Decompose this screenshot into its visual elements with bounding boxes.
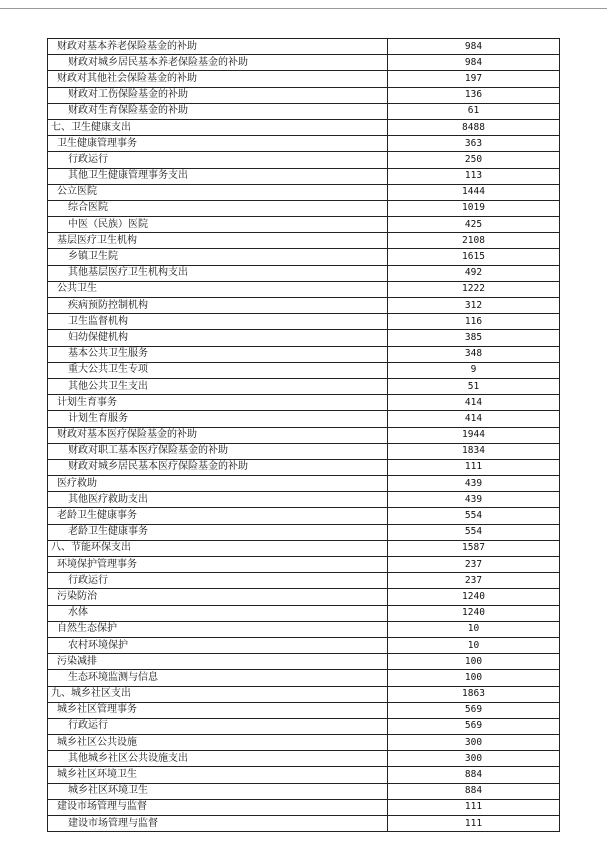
- item-name-cell: 财政对城乡居民基本医疗保险基金的补助: [48, 459, 388, 475]
- page-top-border: [0, 8, 607, 9]
- table-row: [48, 718, 560, 734]
- amount-cell: 113: [388, 168, 560, 184]
- item-name-cell: 财政对工伤保险基金的补助: [48, 87, 388, 103]
- amount-cell: 884: [388, 783, 560, 799]
- amount-cell: 554: [388, 524, 560, 540]
- amount-cell: 554: [388, 508, 560, 524]
- amount-cell: 1863: [388, 686, 560, 702]
- table-row: [48, 55, 560, 71]
- table-row: [48, 346, 560, 362]
- item-name-cell: 其他医疗救助支出: [48, 492, 388, 508]
- table-row: [48, 476, 560, 492]
- amount-cell: 1944: [388, 427, 560, 443]
- amount-cell: 1587: [388, 540, 560, 556]
- item-name-cell: 行政运行: [48, 573, 388, 589]
- table-row: [48, 249, 560, 265]
- amount-cell: 363: [388, 136, 560, 152]
- amount-cell: 10: [388, 621, 560, 637]
- table-row: [48, 362, 560, 378]
- table-row: [48, 298, 560, 314]
- amount-cell: 51: [388, 378, 560, 394]
- item-name-cell: 城乡社区环境卫生: [48, 783, 388, 799]
- table-row: [48, 605, 560, 621]
- amount-cell: 9: [388, 362, 560, 378]
- table-row: [48, 799, 560, 815]
- item-name-cell: 环境保护管理事务: [48, 557, 388, 573]
- item-name-cell: 公立医院: [48, 184, 388, 200]
- item-name-cell: 七、卫生健康支出: [48, 119, 388, 135]
- table-row: [48, 492, 560, 508]
- table-row: [48, 459, 560, 475]
- item-name-cell: 自然生态保护: [48, 621, 388, 637]
- item-name-cell: 其他基层医疗卫生机构支出: [48, 265, 388, 281]
- item-name-cell: 生态环境监测与信息: [48, 670, 388, 686]
- amount-cell: 1019: [388, 200, 560, 216]
- item-name-cell: 医疗救助: [48, 476, 388, 492]
- table-row: [48, 751, 560, 767]
- amount-cell: 984: [388, 39, 560, 55]
- amount-cell: 312: [388, 298, 560, 314]
- item-name-cell: 卫生监督机构: [48, 314, 388, 330]
- amount-cell: 116: [388, 314, 560, 330]
- amount-cell: 111: [388, 459, 560, 475]
- table-row: [48, 330, 560, 346]
- table-row: [48, 427, 560, 443]
- item-name-cell: 城乡社区环境卫生: [48, 767, 388, 783]
- item-name-cell: 计划生育事务: [48, 395, 388, 411]
- amount-cell: 197: [388, 71, 560, 87]
- item-name-cell: 老龄卫生健康事务: [48, 524, 388, 540]
- amount-cell: 1834: [388, 443, 560, 459]
- item-name-cell: 疾病预防控制机构: [48, 298, 388, 314]
- table-row: [48, 378, 560, 394]
- item-name-cell: 财政对基本养老保险基金的补助: [48, 39, 388, 55]
- item-name-cell: 其他卫生健康管理事务支出: [48, 168, 388, 184]
- table-row: [48, 670, 560, 686]
- amount-cell: 100: [388, 654, 560, 670]
- table-row: [48, 443, 560, 459]
- item-name-cell: 卫生健康管理事务: [48, 136, 388, 152]
- table-row: [48, 686, 560, 702]
- amount-cell: 348: [388, 346, 560, 362]
- table-row: [48, 71, 560, 87]
- table-row: [48, 540, 560, 556]
- table-row: [48, 281, 560, 297]
- table-row: [48, 411, 560, 427]
- amount-cell: 237: [388, 573, 560, 589]
- table-row: [48, 103, 560, 119]
- item-name-cell: 行政运行: [48, 152, 388, 168]
- item-name-cell: 农村环境保护: [48, 637, 388, 653]
- amount-cell: 8488: [388, 119, 560, 135]
- item-name-cell: 综合医院: [48, 200, 388, 216]
- amount-cell: 100: [388, 670, 560, 686]
- amount-cell: 136: [388, 87, 560, 103]
- amount-cell: 884: [388, 767, 560, 783]
- table-body: [48, 39, 560, 832]
- amount-cell: 569: [388, 718, 560, 734]
- table-row: [48, 767, 560, 783]
- item-name-cell: 城乡社区公共设施: [48, 735, 388, 751]
- item-name-cell: 老龄卫生健康事务: [48, 508, 388, 524]
- item-name-cell: 污染减排: [48, 654, 388, 670]
- amount-cell: 300: [388, 735, 560, 751]
- table-row: [48, 524, 560, 540]
- item-name-cell: 公共卫生: [48, 281, 388, 297]
- table-row: [48, 589, 560, 605]
- amount-cell: 10: [388, 637, 560, 653]
- item-name-cell: 基层医疗卫生机构: [48, 233, 388, 249]
- item-name-cell: 污染防治: [48, 589, 388, 605]
- item-name-cell: 财政对其他社会保险基金的补助: [48, 71, 388, 87]
- amount-cell: 569: [388, 702, 560, 718]
- table-row: [48, 735, 560, 751]
- amount-cell: 111: [388, 816, 560, 832]
- table-row: [48, 87, 560, 103]
- amount-cell: 111: [388, 799, 560, 815]
- table-row: [48, 200, 560, 216]
- table-row: [48, 654, 560, 670]
- amount-cell: 2108: [388, 233, 560, 249]
- item-name-cell: 行政运行: [48, 718, 388, 734]
- table-row: [48, 119, 560, 135]
- amount-cell: 385: [388, 330, 560, 346]
- item-name-cell: 计划生育服务: [48, 411, 388, 427]
- table-row: [48, 152, 560, 168]
- item-name-cell: 妇幼保健机构: [48, 330, 388, 346]
- item-name-cell: 其他城乡社区公共设施支出: [48, 751, 388, 767]
- table-row: [48, 184, 560, 200]
- item-name-cell: 财政对生育保险基金的补助: [48, 103, 388, 119]
- item-name-cell: 重大公共卫生专项: [48, 362, 388, 378]
- amount-cell: 492: [388, 265, 560, 281]
- table-row: [48, 233, 560, 249]
- item-name-cell: 乡镇卫生院: [48, 249, 388, 265]
- item-name-cell: 财政对城乡居民基本养老保险基金的补助: [48, 55, 388, 71]
- amount-cell: 237: [388, 557, 560, 573]
- amount-cell: 439: [388, 492, 560, 508]
- amount-cell: 984: [388, 55, 560, 71]
- item-name-cell: 城乡社区管理事务: [48, 702, 388, 718]
- table-row: [48, 217, 560, 233]
- budget-expenditure-table: [47, 38, 560, 832]
- amount-cell: 61: [388, 103, 560, 119]
- amount-cell: 250: [388, 152, 560, 168]
- amount-cell: 1222: [388, 281, 560, 297]
- amount-cell: 414: [388, 411, 560, 427]
- table-row: [48, 265, 560, 281]
- table-row: [48, 314, 560, 330]
- table-row: [48, 395, 560, 411]
- table-row: [48, 508, 560, 524]
- item-name-cell: 八、节能环保支出: [48, 540, 388, 556]
- table-row: [48, 702, 560, 718]
- item-name-cell: 建设市场管理与监督: [48, 799, 388, 815]
- amount-cell: 1240: [388, 589, 560, 605]
- amount-cell: 1240: [388, 605, 560, 621]
- amount-cell: 300: [388, 751, 560, 767]
- item-name-cell: 其他公共卫生支出: [48, 378, 388, 394]
- item-name-cell: 财政对基本医疗保险基金的补助: [48, 427, 388, 443]
- table-row: [48, 39, 560, 55]
- amount-cell: 414: [388, 395, 560, 411]
- table-row: [48, 573, 560, 589]
- amount-cell: 425: [388, 217, 560, 233]
- amount-cell: 439: [388, 476, 560, 492]
- table-row: [48, 637, 560, 653]
- item-name-cell: 水体: [48, 605, 388, 621]
- table-row: [48, 783, 560, 799]
- table-row: [48, 557, 560, 573]
- item-name-cell: 基本公共卫生服务: [48, 346, 388, 362]
- item-name-cell: 中医（民族）医院: [48, 217, 388, 233]
- table-row: [48, 136, 560, 152]
- item-name-cell: 九、城乡社区支出: [48, 686, 388, 702]
- amount-cell: 1615: [388, 249, 560, 265]
- table-row: [48, 621, 560, 637]
- table-row: [48, 816, 560, 832]
- table-row: [48, 168, 560, 184]
- amount-cell: 1444: [388, 184, 560, 200]
- item-name-cell: 财政对职工基本医疗保险基金的补助: [48, 443, 388, 459]
- item-name-cell: 建设市场管理与监督: [48, 816, 388, 832]
